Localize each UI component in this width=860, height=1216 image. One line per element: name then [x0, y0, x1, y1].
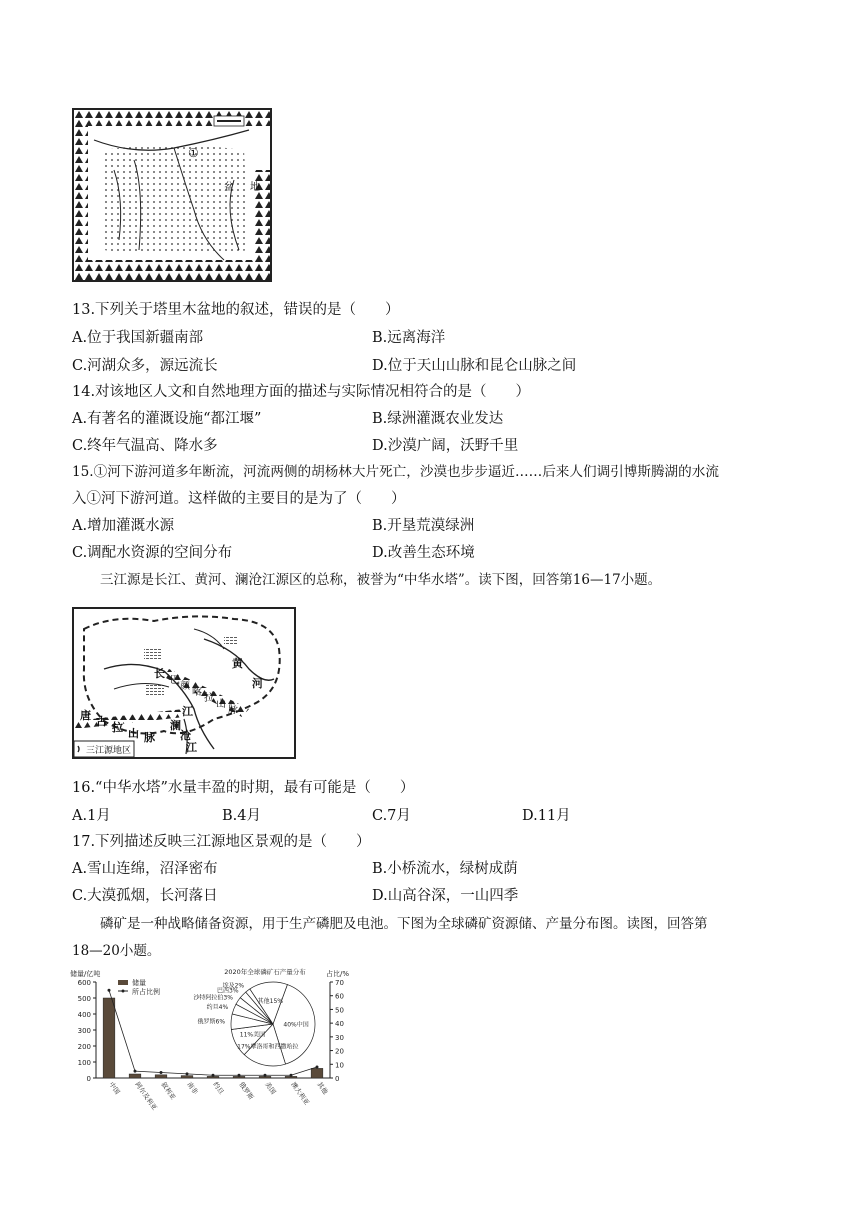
q13-option-b: B.远离海洋 [372, 330, 446, 346]
q15-option-c: C.调配水资源的空间分布 [72, 545, 233, 561]
legend-line-label: 所占比例 [132, 988, 160, 996]
pie-slice-label: 巴西3% [217, 987, 239, 995]
q17-option-b: B.小桥流水，绿树成荫 [372, 861, 518, 877]
phosphate-chart [68, 966, 358, 1122]
pie-slice-label: 其他15% [257, 998, 283, 1006]
x-tick-label: 澳大利亚 [289, 1080, 311, 1107]
pie-slice-label: 约旦4% [206, 1003, 229, 1011]
label-huang: 黄 [232, 657, 243, 670]
q13-option-d: D.位于天山山脉和昆仑山脉之间 [372, 358, 577, 374]
x-tick-label: 俄罗斯 [237, 1080, 256, 1102]
y2-tick-label: 40 [335, 1020, 344, 1029]
label-jiang: 江 [182, 705, 193, 718]
q14-option-b: B.绿洲灌溉农业发达 [372, 411, 504, 427]
y-tick-label: 400 [77, 1011, 91, 1019]
y-tick-label: 100 [77, 1059, 91, 1067]
pie-slice-label: 埃及2% [222, 982, 245, 990]
q15-stem-line1: 15.①河下游河道多年断流，河流两侧的胡杨林大片死亡，沙漠也步步逼近……后来人们调引博斯腾湖的水流 [72, 464, 719, 480]
q14-option-a: A.有著名的灌溉设施“都江堰” [72, 411, 262, 427]
q15-option-d: D.改善生态环境 [372, 545, 475, 561]
q15-option-a: A.增加灌溉水源 [72, 518, 175, 534]
q17-option-a: A.雪山连绵，沼泽密布 [72, 861, 218, 877]
label-he: 河 [252, 677, 263, 690]
label-mai: 脉 [144, 731, 155, 744]
bar [155, 1075, 167, 1078]
ratio-point [316, 1066, 319, 1069]
label-baya5: 山 [216, 699, 226, 710]
pie-slice-label: 俄罗斯6% [197, 1018, 226, 1026]
label-lan: 澜 [170, 719, 181, 732]
q17-stem: 17.下列描述反映三江源地区景观的是（ ） [72, 834, 371, 850]
intro-16-17: 三江源是长江、黄河、澜沧江源区的总称，被誉为“中华水塔”。读下图，回答第16—17小题。 [100, 572, 662, 588]
x-tick-label: 美国 [263, 1080, 278, 1096]
x-tick-label: 约旦 [211, 1080, 226, 1096]
q14-option-c: C.终年气温高、降水多 [72, 438, 218, 454]
pie-slice-label: 40%中国 [283, 1021, 309, 1029]
label-shan: 山 [128, 727, 139, 740]
label-baya1: 巴 [170, 675, 180, 686]
tarim-map-graphic [74, 110, 270, 280]
pie-title: 2020年全球磷矿石产量分布 [224, 968, 306, 976]
y2-tick-label: 0 [335, 1075, 340, 1083]
q13-option-a: A.位于我国新疆南部 [72, 330, 204, 346]
label-baya6: 脉 [228, 705, 238, 716]
q13-option-c: C.河湖众多，源远流长 [72, 358, 218, 374]
q15-stem-line2: 入①河下游河道。这样做的主要目的是为了（ ） [72, 491, 406, 507]
label-jiang2: 江 [186, 741, 197, 754]
q16-option-c: C.7月 [372, 808, 411, 824]
y-axis-label: 储量/亿吨 [70, 970, 101, 978]
basin-label-di: 地 [250, 182, 260, 193]
q17-option-c: C.大漠孤烟，长河落日 [72, 888, 218, 904]
x-tick-label: 叙利亚 [159, 1080, 178, 1102]
label-cang: 沧 [180, 729, 191, 742]
phosphate-chart-svg [68, 966, 358, 1122]
legend-sanjiangyuan: 三江源地区 [86, 746, 132, 756]
x-tick-label: 阿尔及利亚 [133, 1080, 159, 1112]
y2-tick-label: 70 [335, 979, 344, 987]
y-tick-label: 300 [77, 1027, 91, 1035]
legend-bar-label: 储量 [132, 979, 146, 987]
ratio-point [264, 1074, 267, 1077]
ratio-point [186, 1072, 189, 1075]
y2-tick-label: 60 [335, 992, 344, 1001]
ratio-point [134, 1070, 137, 1073]
y-tick-label: 500 [77, 995, 91, 1003]
y2-tick-label: 50 [335, 1006, 344, 1015]
y-tick-label: 600 [77, 979, 91, 987]
ratio-point [108, 989, 111, 992]
y2-tick-label: 10 [335, 1061, 344, 1070]
basin-label-pen: 盆 [224, 182, 234, 193]
y-tick-label: 0 [86, 1075, 91, 1083]
q15-option-b: B.开垦荒漠绿洲 [372, 518, 475, 534]
y2-tick-label: 20 [335, 1047, 344, 1056]
q13-stem: 13.下列关于塔里木盆地的叙述，错误的是（ ） [72, 302, 400, 318]
x-tick-label: 南非 [185, 1080, 200, 1096]
pie-slice-label: 11%美国 [239, 1031, 266, 1039]
y2-axis-label: 占比/% [326, 970, 350, 978]
label-la: 拉 [112, 721, 123, 734]
label-chang: 长 [154, 667, 165, 680]
bar [181, 1076, 193, 1078]
q16-option-a: A.1月 [72, 808, 111, 824]
q14-option-d: D.沙漠广阔，沃野千里 [372, 438, 519, 454]
q17-option-d: D.山高谷深，一山四季 [372, 888, 519, 904]
legend-line-marker [122, 990, 125, 993]
y2-tick-label: 30 [335, 1033, 344, 1042]
q16-option-d: D.11月 [522, 808, 571, 824]
y-tick-label: 200 [77, 1043, 91, 1051]
ratio-point [238, 1074, 241, 1077]
sanjiangyuan-map [72, 607, 296, 759]
legend-bar-swatch [118, 980, 128, 985]
bar [129, 1074, 141, 1078]
x-tick-label: 中国 [107, 1080, 122, 1096]
bar [311, 1068, 323, 1078]
label-baya4: 拉 [204, 693, 214, 704]
ratio-point [212, 1074, 215, 1077]
intro-18-20-line1: 磷矿是一种战略储备资源，用于生产磷肥及电池。下图为全球磷矿资源储、产量分布图。读图，回答第 [100, 916, 708, 932]
river-marker-1: ① [188, 146, 199, 160]
bar [103, 998, 115, 1078]
x-tick-label: 其他 [315, 1080, 330, 1096]
label-gu: 古 [96, 715, 107, 728]
pie-slice-label: 17%摩洛哥和西撒哈拉 [237, 1043, 299, 1051]
q14-stem: 14.对该地区人文和自然地理方面的描述与实际情况相符合的是（ ） [72, 384, 531, 400]
ratio-point [160, 1071, 163, 1074]
pie-slice-label: 沙特阿拉伯3% [193, 994, 233, 1002]
label-baya2: 颜 [180, 681, 190, 692]
intro-18-20-line2: 18—20小题。 [72, 943, 161, 959]
ratio-point [290, 1074, 293, 1077]
q16-option-b: B.4月 [222, 808, 261, 824]
tarim-basin-map [72, 108, 272, 282]
q16-stem: 16.“中华水塔”水量丰盈的时期，最有可能是（ ） [72, 780, 415, 796]
label-tang: 唐 [80, 709, 91, 722]
label-baya3: 喀 [192, 687, 202, 698]
